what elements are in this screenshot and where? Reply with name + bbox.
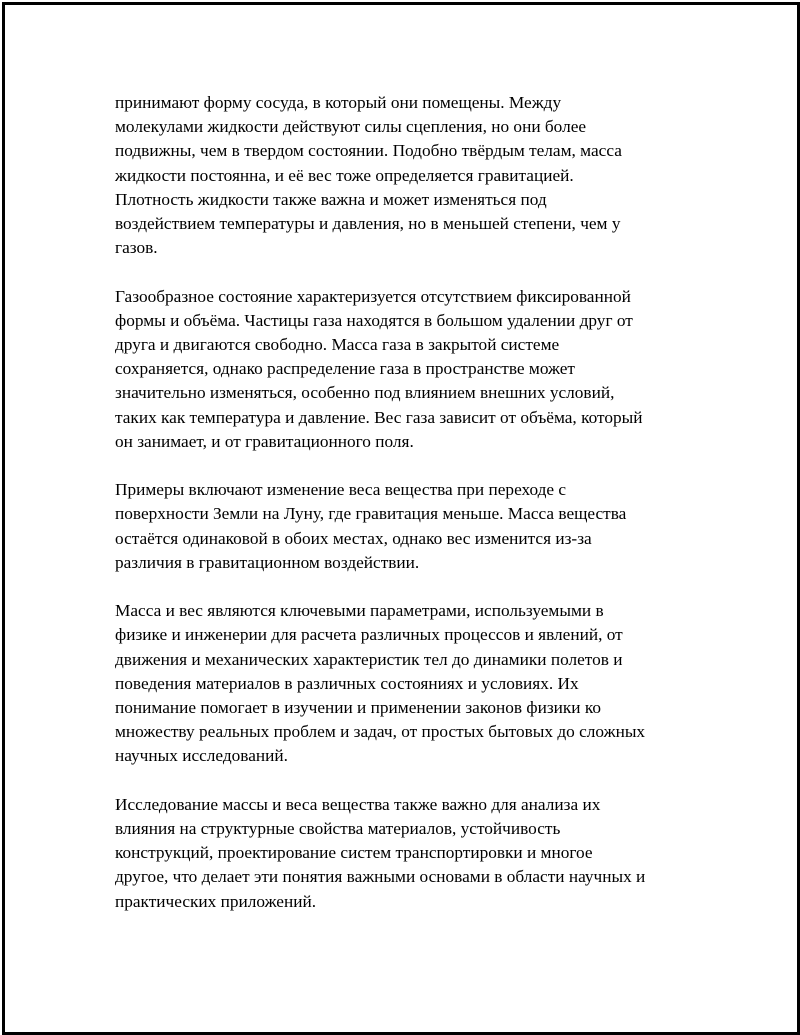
paragraph-line: Газообразное состояние характеризуется отсутствием фиксированной	[115, 286, 631, 306]
paragraph-line: множеству реальных проблем и задач, от простых бытовых до сложных	[115, 722, 646, 742]
paragraph-line: подвижны, чем в твердом состоянии. Подобно твёрдым телам, масса	[115, 141, 622, 161]
paragraph-line: движения и механических характеристик тел до динамики полетов и	[115, 649, 623, 669]
paragraph-line: Плотность жидкости также важна и может изменяться под	[115, 189, 547, 209]
paragraph-line: таких как температура и давление. Вес газа зависит от объёма, который	[115, 407, 643, 427]
paragraph-line: Масса и вес являются ключевыми параметрами, используемыми в	[115, 601, 604, 621]
paragraph-line: он занимает, и от гравитационного поля.	[115, 431, 414, 451]
paragraph-line: молекулами жидкости действуют силы сцепления, но они более	[115, 117, 587, 137]
paragraph-line: воздействием температуры и давления, но в меньшей степени, чем у	[115, 214, 621, 234]
paragraph-line: физике и инженерии для расчета различных процессов и явлений, от	[115, 625, 623, 645]
paragraph-line: научных исследований.	[115, 746, 288, 766]
paragraph-line: различия в гравитационном воздействии.	[115, 552, 420, 572]
paragraph-line: друга и двигаются свободно. Масса газа в закрытой системе	[115, 335, 560, 355]
paragraph-line: поверхности Земли на Луну, где гравитация меньше. Масса вещества	[115, 504, 627, 524]
paragraph-line: Исследование массы и веса вещества также важно для анализа их	[115, 794, 601, 814]
paragraph-line: принимают форму сосуда, в который они помещены. Между	[115, 93, 562, 112]
paragraph-research-importance	[115, 793, 687, 914]
paragraph-line: формы и объёма. Частицы газа находятся в большом удалении друг от	[115, 310, 633, 330]
paragraph-line: поведения материалов в различных состояниях и условиях. Их	[115, 673, 579, 693]
paragraph-line: конструкций, проектирование систем транспортировки и многое	[115, 843, 593, 863]
paragraph-line: жидкости постоянна, и её вес тоже определяется гравитацией.	[115, 165, 574, 185]
document-body	[115, 91, 687, 938]
paragraph-line: другое, что делает эти понятия важными основами в области научных и	[115, 867, 646, 887]
paragraph-examples	[115, 478, 687, 575]
paragraph-line: газов.	[115, 238, 158, 258]
paragraph-line: сохраняется, однако распределение газа в пространстве может	[115, 359, 575, 379]
paragraph-key-parameters	[115, 599, 687, 768]
paragraph-line: Примеры включают изменение веса вещества при переходе с	[115, 480, 567, 500]
paragraph-liquid-state	[115, 91, 687, 260]
paragraph-line: влияния на структурные свойства материалов, устойчивость	[115, 819, 561, 839]
paragraph-line: практических приложений.	[115, 891, 317, 911]
paragraph-line: понимание помогает в изучении и применении законов физики ко	[115, 698, 602, 718]
paragraph-line: значительно изменяться, особенно под влиянием внешних условий,	[115, 383, 615, 403]
paragraph-gas-state	[115, 285, 687, 454]
paragraph-line: остаётся одинаковой в обоих местах, однако вес изменится из-за	[115, 528, 592, 548]
